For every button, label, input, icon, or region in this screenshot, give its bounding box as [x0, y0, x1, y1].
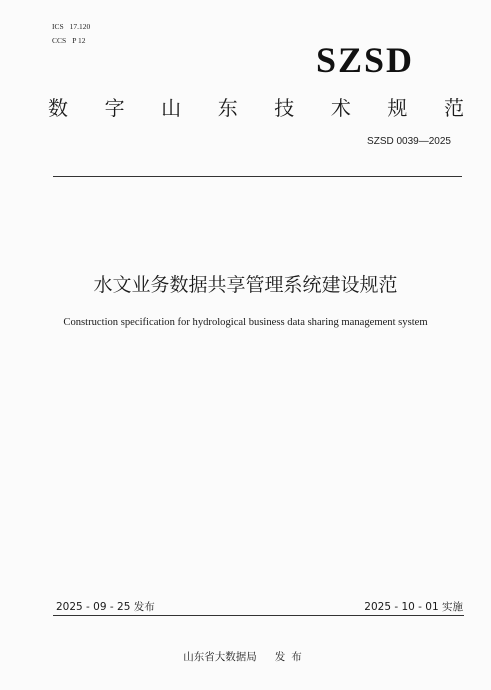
publisher-line [0, 650, 491, 664]
document-title-english: Construction specification for hydrological business data sharing management system [63, 317, 428, 328]
org-title-char: 字 [104, 96, 125, 120]
org-title-char: 术 [330, 96, 351, 120]
ccs-value: P 12 [72, 36, 86, 45]
standard-mark: SZSD [315, 40, 415, 80]
org-title-char: 规 [387, 96, 408, 120]
issue-date: 2025 - 09 - 25 发布 [56, 601, 155, 613]
ics-label: ICS [52, 22, 64, 31]
implementation-date: 2025 - 10 - 01 实施 [364, 601, 463, 613]
header-divider [53, 176, 462, 177]
org-title-char: 东 [217, 96, 238, 120]
ics-value: 17.120 [69, 22, 91, 31]
publisher-name: 山东省大数据局 [183, 651, 257, 663]
standard-number: SZSD 0039—2025 [367, 136, 451, 147]
ics-code [52, 22, 90, 31]
org-title [48, 95, 464, 121]
ccs-label: CCS [52, 36, 67, 45]
org-title-char: 山 [161, 96, 182, 120]
ccs-code [52, 36, 85, 45]
document-title-chinese: 水文业务数据共享管理系统建设规范 [93, 274, 398, 296]
org-title-char: 范 [443, 96, 464, 120]
publish-word: 发布 [274, 651, 308, 663]
org-title-char: 数 [48, 96, 68, 120]
footer-divider [53, 615, 464, 616]
org-title-char: 技 [274, 96, 295, 120]
